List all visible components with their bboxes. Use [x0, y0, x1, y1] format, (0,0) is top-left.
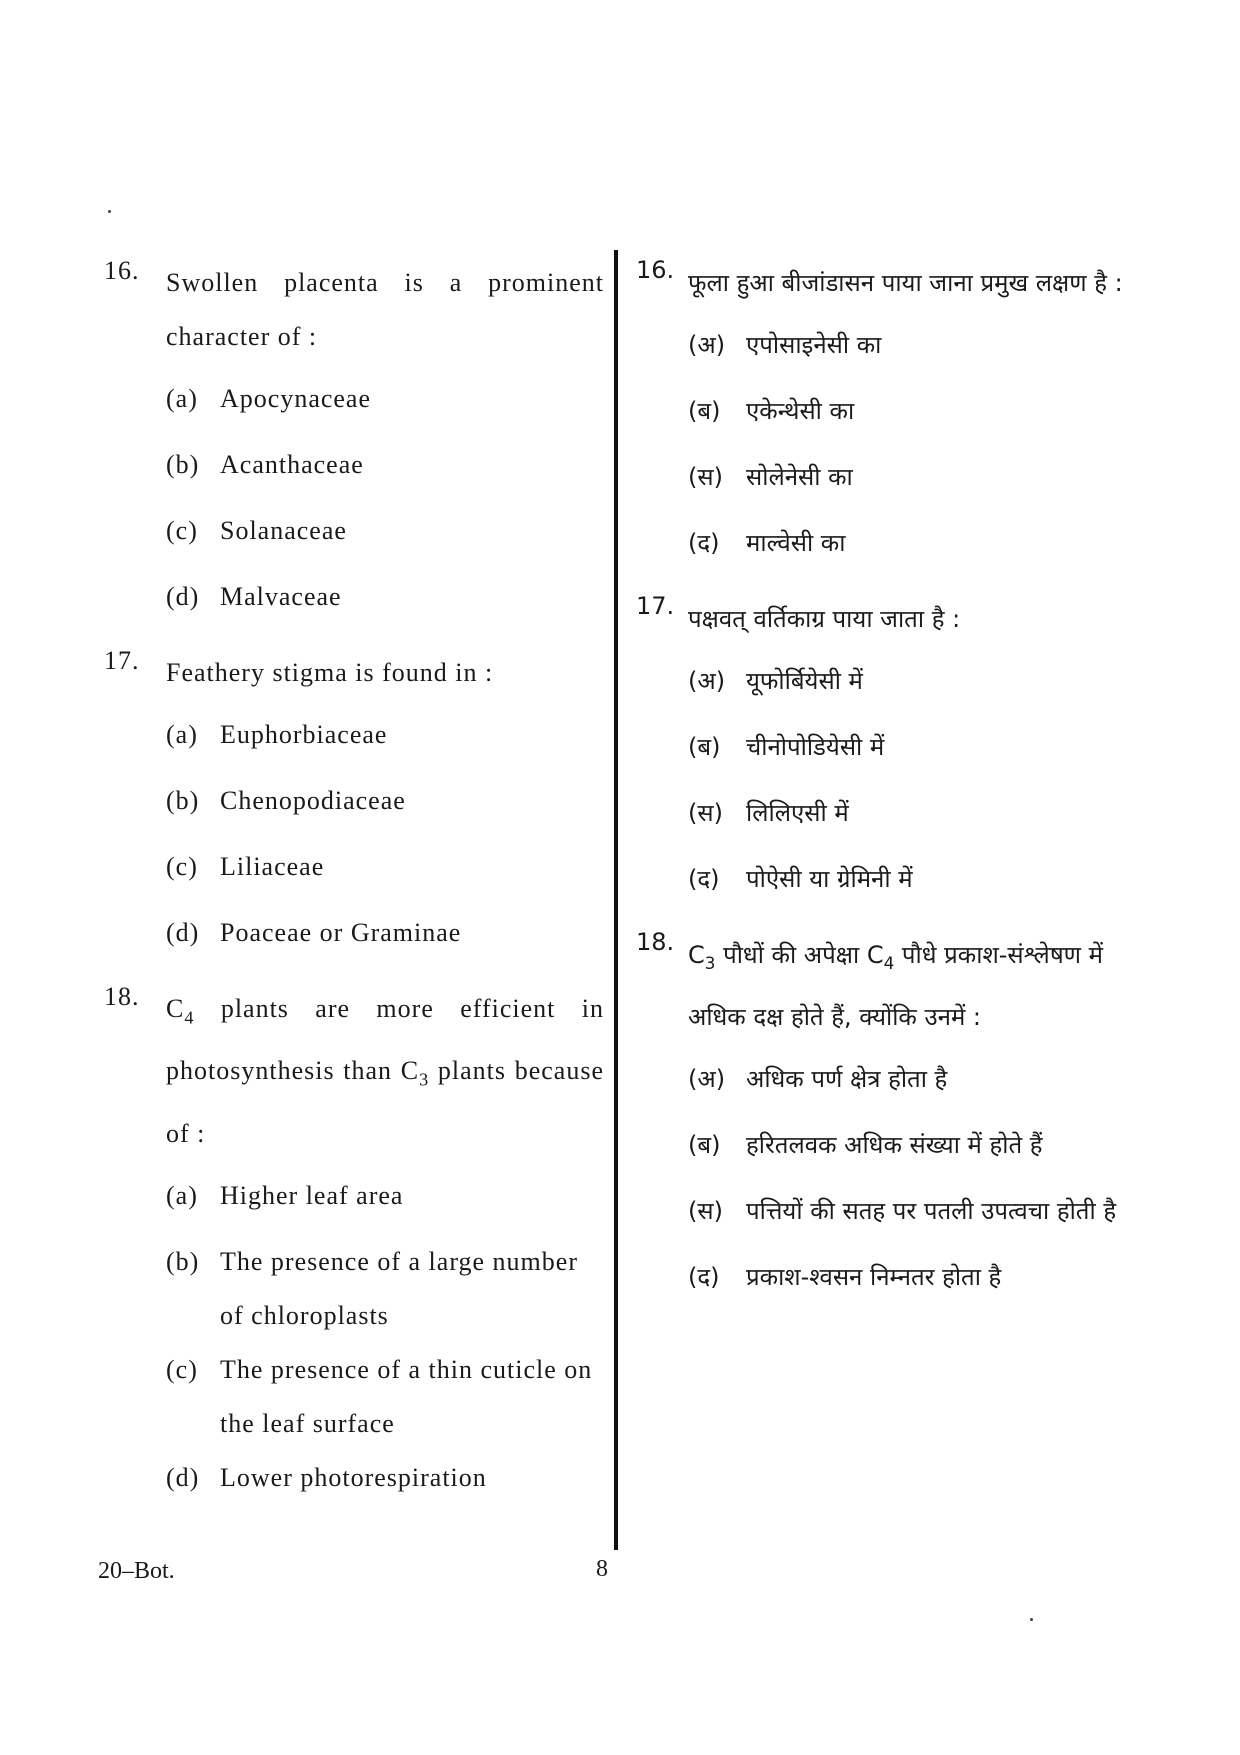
option-a: (अ) अधिक पर्ण क्षेत्र होता है	[688, 1064, 948, 1093]
option-a: (अ) एपोसाइनेसी का	[688, 331, 882, 359]
question-text: Feathery stigma is found in :	[166, 658, 494, 687]
option-d: (द) पोऐसी या ग्रेमिनी में	[688, 865, 913, 893]
option-a: (a) Higher leaf area	[166, 1180, 404, 1210]
option-a: (a) Euphorbiaceae	[166, 720, 388, 749]
option-b: (b) The presence of a large number of chloroplasts	[166, 1246, 578, 1330]
question-17-hi	[636, 592, 1146, 918]
question-16-en	[104, 256, 604, 636]
option-d: (d) Poaceae or Graminae	[166, 918, 462, 947]
scan-speck	[1030, 1618, 1033, 1621]
question-number: 17.	[636, 592, 675, 620]
option-c: (स) पत्तियों की सतह पर पतली उपत्वचा होती है	[688, 1196, 1117, 1225]
question-number: 16.	[636, 256, 675, 284]
question-text: $C_3$ पौधों की अपेक्षा $C_4$ पौधे प्रकाश-संश्लेषण में अधिक दक्ष होते हैं, क्योंकि उनमें :	[688, 941, 1104, 1031]
option-d: (द) माल्वेसी का	[688, 529, 846, 557]
question-17-en	[104, 646, 604, 972]
question-text: फूला हुआ बीजांडासन पाया जाना प्रमुख लक्षण है :	[688, 269, 1123, 297]
option-b: (ब) हरितलवक अधिक संख्या में होते हैं	[688, 1130, 1043, 1159]
question-number: 18.	[104, 982, 140, 1011]
question-18-hi	[636, 928, 1146, 1316]
option-c: (c) The presence of a thin cuticle on the leaf surface	[166, 1354, 593, 1438]
option-d: (d) Lower photorespiration	[166, 1462, 487, 1492]
question-number: 18.	[636, 928, 675, 956]
option-b: (b) Chenopodiaceae	[166, 786, 406, 815]
hindi-column	[636, 256, 1146, 1326]
question-number: 16.	[104, 256, 140, 285]
option-c: (c) Solanaceae	[166, 516, 347, 545]
question-text: Swollen placenta is a prominent character of :	[166, 268, 604, 351]
page-number: 8	[596, 1556, 608, 1582]
question-text: $C_4$ plants are more efficient in photosynthesis than $C_3$ plants because of :	[166, 994, 604, 1148]
option-b: (ब) एकेन्थेसी का	[688, 397, 855, 425]
english-column	[104, 256, 604, 1527]
option-a: (अ) यूफोर्बियेसी में	[688, 667, 863, 695]
question-text: पक्षवत् वर्तिकाग्र पाया जाता है :	[688, 605, 961, 633]
paper-code: 20–Bot.	[98, 1558, 175, 1584]
option-b: (ब) चीनोपोडियेसी में	[688, 733, 885, 761]
question-16-hi	[636, 256, 1146, 582]
option-d: (द) प्रकाश-श्वसन निम्नतर होता है	[688, 1262, 1002, 1291]
column-divider	[614, 250, 618, 1550]
option-b: (b) Acanthaceae	[166, 450, 364, 479]
option-c: (c) Liliaceae	[166, 852, 325, 881]
option-d: (d) Malvaceae	[166, 582, 342, 611]
question-number: 17.	[104, 646, 140, 675]
option-c: (स) सोलेनेसी का	[688, 463, 853, 491]
option-a: (a) Apocynaceae	[166, 384, 372, 413]
option-c: (स) लिलिएसी में	[688, 799, 849, 827]
question-18-en	[104, 982, 604, 1517]
scan-speck	[108, 210, 111, 213]
